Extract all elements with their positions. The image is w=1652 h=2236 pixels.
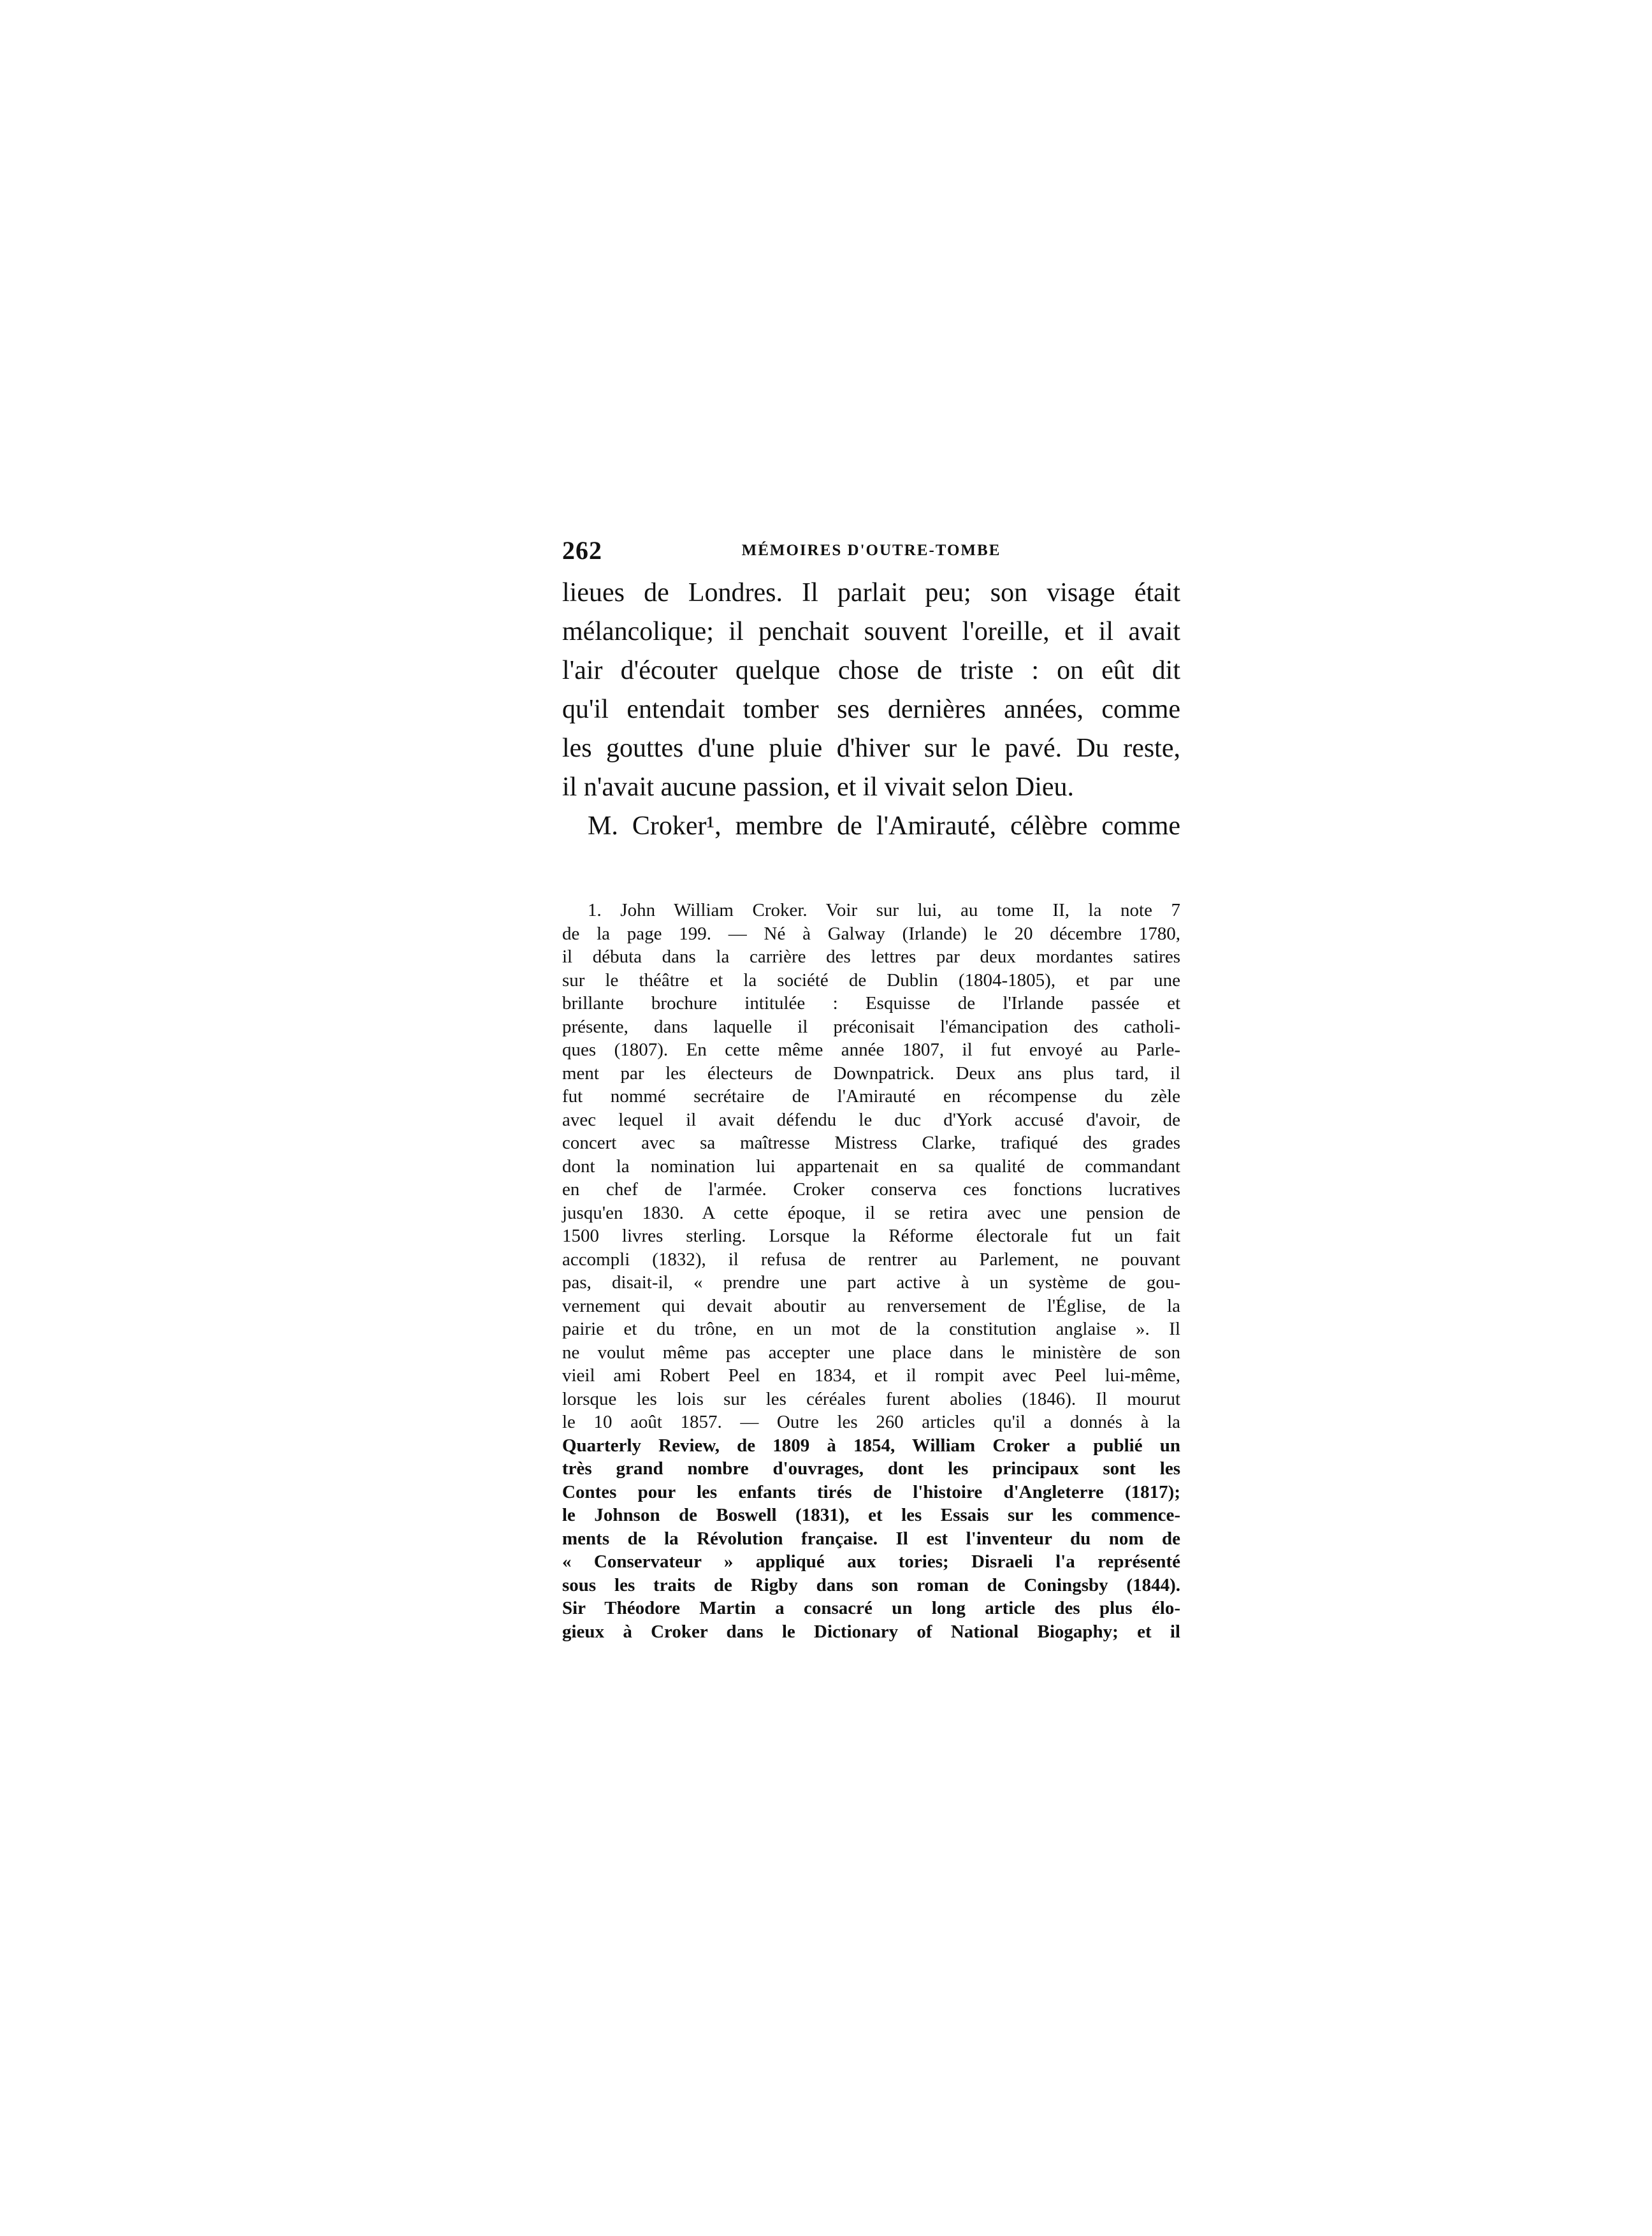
body-line: mélancolique; il penchait souvent l'oreille, et il avait bbox=[562, 617, 1180, 646]
running-head bbox=[562, 533, 1180, 571]
body-line: il n'avait aucune passion, et il vivait selon Dieu. bbox=[562, 773, 1075, 802]
footnote-line: Contes pour les enfants tirés de l'histoire d'Angleterre (1817); bbox=[562, 1481, 1180, 1502]
footnote-line: ne voulut même pas accepter une place dans le ministère de son bbox=[562, 1342, 1180, 1363]
footnote-line: gieux à Croker dans le Dictionary of National Biogaphy; et il bbox=[562, 1621, 1180, 1642]
footnote-line: pairie et du trône, en un mot de la constitution anglaise ». Il bbox=[562, 1319, 1180, 1339]
footnote-line: brillante brochure intitulée : Esquisse de l'Irlande passée et bbox=[562, 993, 1180, 1013]
footnote-line: dont la nomination lui appartenait en sa qualité de commandant bbox=[562, 1156, 1180, 1177]
footnote-line: très grand nombre d'ouvrages, dont les principaux sont les bbox=[562, 1458, 1180, 1479]
footnote-line: vieil ami Robert Peel en 1834, et il rompit avec Peel lui-même, bbox=[562, 1365, 1180, 1386]
footnote-line: 1. John William Croker. Voir sur lui, au tome II, la note 7 bbox=[588, 900, 1180, 920]
footnote-line: le 10 août 1857. — Outre les 260 articles qu'il a donnés à la bbox=[562, 1412, 1180, 1432]
body-line: les gouttes d'une pluie d'hiver sur le pavé. Du reste, bbox=[562, 734, 1180, 763]
footnote-line: sur le théâtre et la société de Dublin (1804-1805), et par une bbox=[562, 969, 1180, 991]
footnote-line: le Johnson de Boswell (1831), et les Essais sur les commence- bbox=[562, 1505, 1180, 1525]
footnote-line: 1500 livres sterling. Lorsque la Réforme électorale fut un fait bbox=[562, 1226, 1180, 1246]
footnote-line: accompli (1832), il refusa de rentrer au Parlement, ne pouvant bbox=[562, 1249, 1180, 1270]
footnote-line: fut nommé secrétaire de l'Amirauté en récompense du zèle bbox=[562, 1086, 1180, 1107]
footnote-line: en chef de l'armée. Croker conserva ces fonctions lucratives bbox=[562, 1179, 1180, 1200]
footnote-line: concert avec sa maîtresse Mistress Clarke, trafiqué des grades bbox=[562, 1133, 1180, 1153]
footnote-line: ment par les électeurs de Downpatrick. Deux ans plus tard, il bbox=[562, 1063, 1180, 1084]
page-number: 262 bbox=[562, 536, 602, 565]
running-title: MÉMOIRES D'OUTRE-TOMBE bbox=[741, 542, 1001, 559]
footnote-line: il débuta dans la carrière des lettres par deux mordantes satires bbox=[562, 947, 1180, 967]
footnote-line: lorsque les lois sur les céréales furent abolies (1846). Il mourut bbox=[562, 1388, 1180, 1409]
body-line: qu'il entendait tomber ses dernières années, comme bbox=[562, 695, 1180, 724]
footnote-line: « Conservateur » appliqué aux tories; Disraeli l'a représenté bbox=[562, 1551, 1180, 1572]
main-text bbox=[562, 574, 1180, 846]
body-line: l'air d'écouter quelque chose de triste : on eût dit bbox=[562, 656, 1180, 685]
footnote-line: présente, dans laquelle il préconisait l'émancipation des catholi- bbox=[562, 1016, 1180, 1037]
body-line: lieues de Londres. Il parlait peu; son visage était bbox=[562, 578, 1180, 607]
footnote-line: pas, disait-il, « prendre une part active à un système de gou- bbox=[562, 1272, 1180, 1293]
footnote-line: Quarterly Review, de 1809 à 1854, William Croker a publié un bbox=[562, 1435, 1180, 1456]
footnote-line: vernement qui devait aboutir au renversement de l'Église, de la bbox=[562, 1295, 1180, 1316]
book-page bbox=[562, 533, 1180, 1643]
footnote-line: ques (1807). En cette même année 1807, il fut envoyé au Parle- bbox=[562, 1040, 1180, 1060]
footnote-line: jusqu'en 1830. A cette époque, il se retira avec une pension de bbox=[562, 1202, 1180, 1223]
footnote-line: Sir Théodore Martin a consacré un long article des plus élo- bbox=[562, 1598, 1180, 1618]
footnote-line: de la page 199. — Né à Galway (Irlande) le 20 décembre 1780, bbox=[562, 923, 1180, 944]
footnote bbox=[562, 899, 1180, 1643]
body-line: M. Croker¹, membre de l'Amirauté, célèbre comme bbox=[588, 811, 1180, 841]
footnote-line: sous les traits de Rigby dans son roman de Coningsby (1844). bbox=[562, 1574, 1180, 1595]
footnote-line: ments de la Révolution française. Il est l'inventeur du nom de bbox=[562, 1528, 1180, 1549]
footnote-line: avec lequel il avait défendu le duc d'York accusé d'avoir, de bbox=[562, 1109, 1180, 1130]
